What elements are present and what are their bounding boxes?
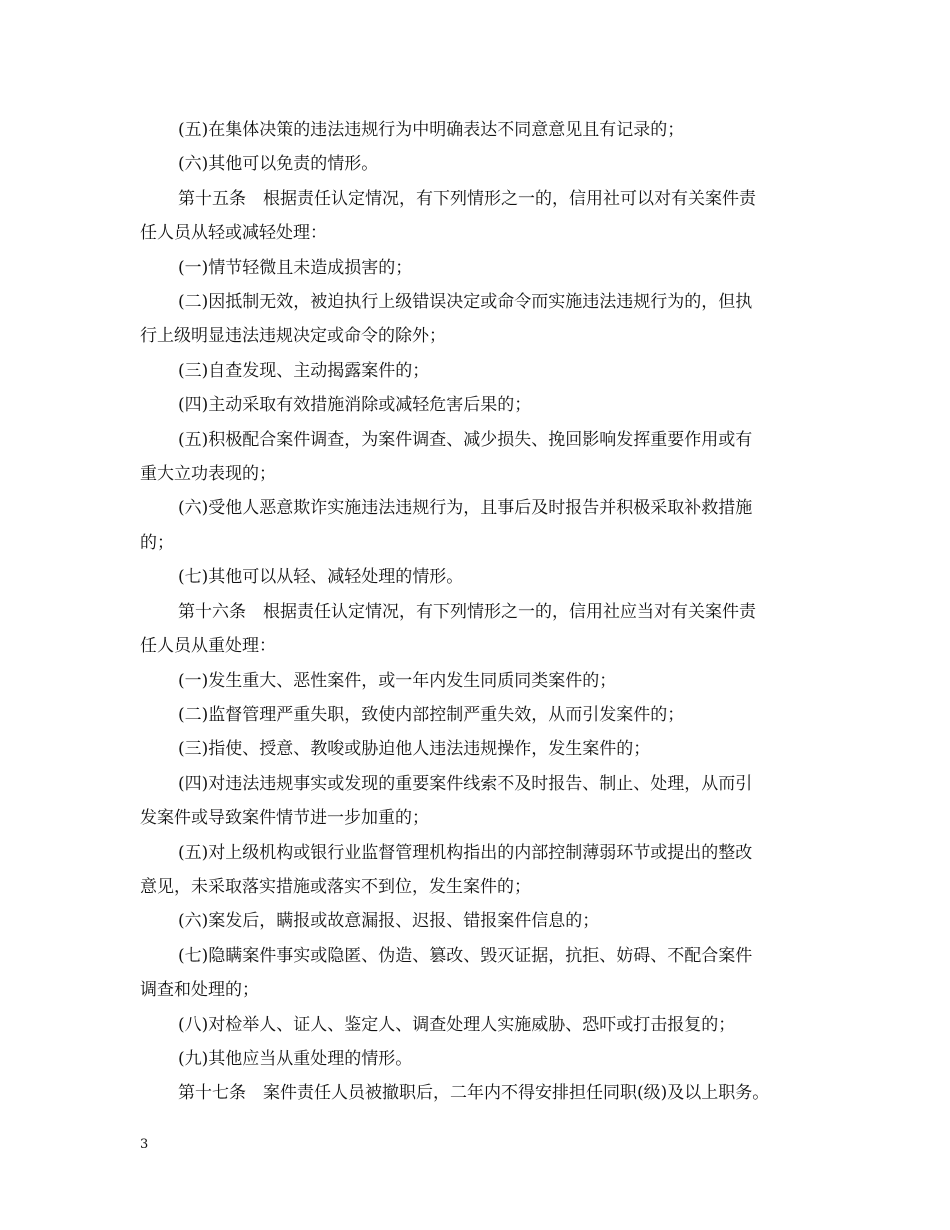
text-line: (六)其他可以免责的情形。	[178, 154, 379, 175]
text-line: (五)积极配合案件调查，为案件调查、减少损失、挽回影响发挥重要作用或有	[178, 429, 753, 450]
text-line: (四)主动采取有效措施消除或减轻危害后果的；	[178, 395, 532, 416]
page-number: 3	[140, 1137, 149, 1152]
text-line: 发案件或导致案件情节进一步加重的；	[140, 808, 429, 829]
document-body	[140, 113, 820, 1111]
text-line: (七)隐瞒案件事实或隐匿、伪造、篡改、毁灭证据，抗拒、妨碍、不配合案件	[178, 945, 753, 966]
text-line: (八)对检举人、证人、鉴定人、调查处理人实施威胁、恐吓或打击报复的；	[178, 1014, 736, 1035]
text-line: 意见，未采取落实措施或落实不到位，发生案件的；	[140, 876, 531, 897]
text-line: (九)其他应当从重处理的情形。	[178, 1048, 413, 1069]
text-line: (四)对违法违规事实或发现的重要案件线索不及时报告、制止、处理，从而引	[178, 773, 753, 794]
text-line: (二)因抵制无效，被迫执行上级错误决定或命令而实施违法违规行为的，但执	[178, 292, 753, 313]
text-line: 任人员从重处理：	[140, 636, 276, 657]
text-line: (五)在集体决策的违法违规行为中明确表达不同意意见且有记录的；	[178, 120, 685, 140]
text-line: 第十六条 根据责任认定情况，有下列情形之一的，信用社应当对有关案件责	[178, 601, 756, 622]
text-line: 重大立功表现的；	[140, 464, 276, 485]
text-line: (六)案发后，瞒报或故意漏报、迟报、错报案件信息的；	[178, 911, 600, 932]
text-line: (七)其他可以从轻、减轻处理的情形。	[178, 567, 464, 588]
text-line: (一)发生重大、恶性案件，或一年内发生同质同类案件的；	[178, 670, 617, 691]
text-line: 行上级明显违法违规决定或命令的除外；	[140, 326, 446, 347]
text-line: 第十五条 根据责任认定情况，有下列情形之一的，信用社可以对有关案件责	[178, 188, 756, 209]
text-line: (三)自查发现、主动揭露案件的；	[178, 360, 430, 381]
text-line: 第十七条 案件责任人员被撤职后，二年内不得安排担任同职(级)及以上职务。	[178, 1083, 770, 1104]
text-line: (六)受他人恶意欺诈实施违法违规行为，且事后及时报告并积极采取补救措施	[178, 498, 753, 519]
text-line: (二)监督管理严重失职，致使内部控制严重失效，从而引发案件的；	[178, 704, 685, 725]
text-line: (三)指使、授意、教唆或胁迫他人违法违规操作，发生案件的；	[178, 739, 651, 760]
text-line: (五)对上级机构或银行业监督管理机构指出的内部控制薄弱环节或提出的整改	[178, 842, 753, 863]
text-line: 调查和处理的；	[140, 980, 259, 1001]
text-line: 任人员从轻或减轻处理：	[140, 223, 327, 244]
text-line: (一)情节轻微且未造成损害的；	[178, 257, 413, 278]
text-line: 的；	[140, 532, 174, 553]
